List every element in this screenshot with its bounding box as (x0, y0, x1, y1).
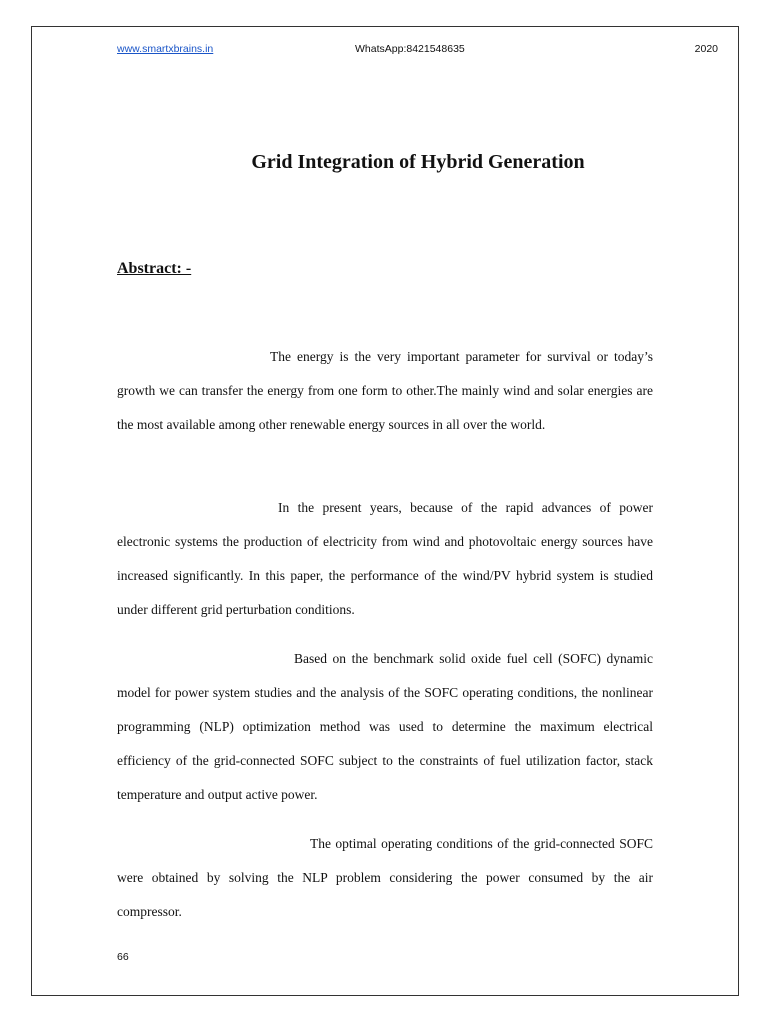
abstract-paragraph-3: Based on the benchmark solid oxide fuel cell (SOFC) dynamic model for power system studies and the analysis of the SOFC operating conditions, the nonlinear programming (NLP) optimization method was used to determine the maximum electrical efficiency of the grid-connected SOFC subject to the constraints of fuel utilization factor, stack temperature and output active power. (117, 651, 653, 802)
document-title: Grid Integration of Hybrid Generation (251, 151, 585, 173)
page-header (0, 43, 768, 59)
abstract-paragraph-2: In the present years, because of the rapid advances of power electronic systems the production of electricity from wind and photovoltaic energy sources have increased significantly. In this paper, the performance of the wind/PV hybrid system is studied under different grid perturbation conditions. (117, 500, 653, 617)
abstract-heading: Abstract: - (117, 260, 192, 277)
header-year: 2020 (694, 43, 718, 55)
whatsapp-contact: WhatsApp:8421548635 (355, 43, 465, 55)
page-number: 66 (117, 951, 129, 963)
website-link[interactable]: www.smartxbrains.in (117, 43, 214, 55)
abstract-paragraph-1: The energy is the very important parameter for survival or today’s growth we can transfer the energy from one form to other.The mainly wind and solar energies are the most available among other renewable energy sources in all over the world. (117, 349, 653, 432)
abstract-paragraph-4: The optimal operating conditions of the grid-connected SOFC were obtained by solving the NLP problem considering the power consumed by the air compressor. (117, 836, 653, 919)
